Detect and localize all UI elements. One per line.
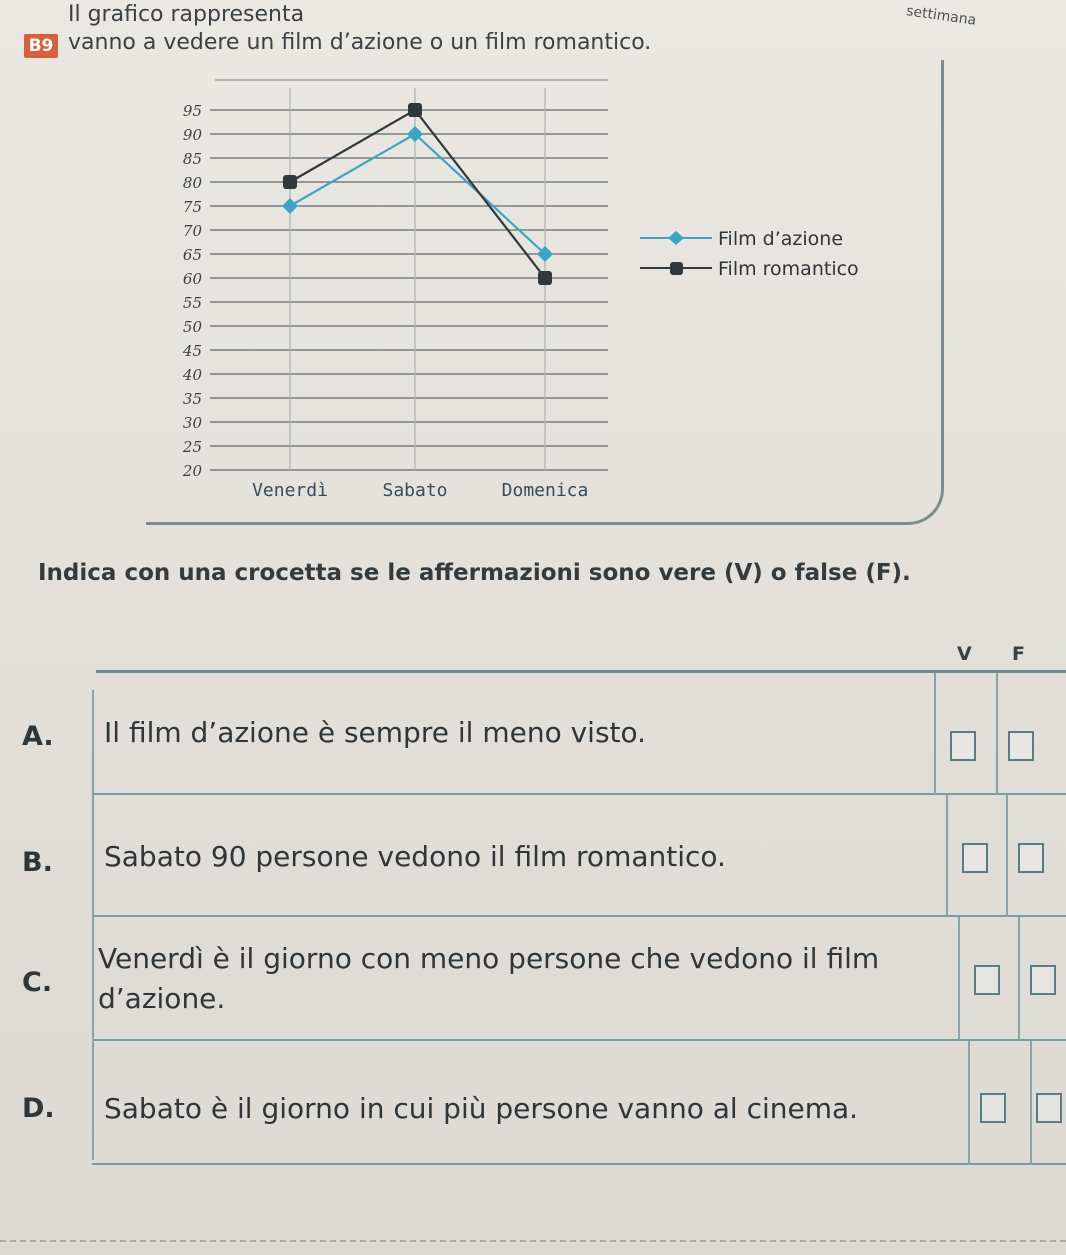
checkbox-false-a[interactable]	[1008, 731, 1034, 761]
y-tick-label: 25	[182, 438, 202, 456]
column-separator	[1030, 1041, 1032, 1165]
column-separator	[92, 690, 94, 1160]
column-header-v: V	[957, 643, 972, 665]
row-divider	[92, 1163, 1066, 1165]
page-dashed-edge	[0, 1240, 1066, 1242]
y-tick-label: 20	[182, 462, 202, 480]
column-separator	[934, 673, 936, 795]
column-separator	[1018, 917, 1020, 1041]
checkbox-false-d[interactable]	[1036, 1093, 1062, 1123]
column-separator	[996, 673, 998, 795]
legend-label: Film romantico	[718, 258, 859, 280]
y-tick-label: 60	[182, 270, 202, 288]
checkbox-false-b[interactable]	[1018, 843, 1044, 873]
intro-line-1: Il grafico rappresenta	[68, 2, 305, 27]
intro-line-2: vanno a vedere un film d’azione o un film romantico.	[68, 30, 652, 55]
y-tick-label: 50	[182, 318, 202, 336]
y-tick-label: 45	[182, 342, 202, 360]
statement-row-a	[0, 673, 1066, 795]
instruction-text: Indica con una crocetta se le affermazioni sono vere (V) o false (F).	[38, 560, 911, 586]
data-point-romantico	[283, 175, 297, 189]
column-separator	[968, 1041, 970, 1165]
data-point-azione	[282, 198, 298, 214]
legend-marker	[670, 262, 683, 275]
exercise-number-badge: B9	[24, 34, 58, 58]
corner-text: settimana	[904, 3, 977, 29]
y-tick-label: 70	[182, 222, 202, 240]
x-tick-label: Sabato	[382, 480, 448, 501]
y-tick-label: 80	[182, 174, 202, 192]
line-chart	[0, 0, 1066, 540]
y-tick-label: 65	[182, 246, 202, 264]
legend-marker	[668, 231, 684, 245]
statement-letter: D.	[22, 1093, 55, 1124]
legend-label: Film d’azione	[718, 228, 844, 250]
checkbox-true-b[interactable]	[962, 843, 988, 873]
y-tick-label: 75	[182, 198, 202, 216]
column-separator	[946, 795, 948, 917]
statement-text: Sabato 90 persone vedono il film romantico.	[104, 840, 726, 873]
column-header-f: F	[1012, 643, 1025, 665]
checkbox-false-c[interactable]	[1030, 965, 1056, 995]
statement-letter: B.	[22, 847, 53, 878]
statement-row-b	[0, 795, 1066, 917]
data-point-romantico	[408, 103, 422, 117]
statement-text: Venerdì è il giorno con meno persone che vedono il film d’azione.	[98, 942, 880, 1015]
statement-row-d	[0, 1041, 1066, 1165]
data-point-romantico	[538, 271, 552, 285]
statement-row-c	[0, 917, 1066, 1041]
column-separator	[1006, 795, 1008, 917]
checkbox-true-a[interactable]	[950, 731, 976, 761]
x-tick-label: Venerdì	[252, 480, 328, 501]
y-tick-label: 40	[182, 366, 202, 384]
series-line-azione	[290, 134, 545, 254]
y-tick-label: 90	[182, 126, 202, 144]
statement-text: Il film d’azione è sempre il meno visto.	[104, 716, 647, 749]
statement-letter: C.	[22, 967, 53, 998]
statement-letter: A.	[22, 721, 54, 752]
x-tick-label: Domenica	[501, 480, 589, 501]
y-tick-label: 85	[182, 150, 202, 168]
y-tick-label: 55	[182, 294, 202, 312]
column-separator	[958, 917, 960, 1041]
statement-text: Sabato è il giorno in cui più persone vanno al cinema.	[104, 1092, 859, 1125]
checkbox-true-c[interactable]	[974, 965, 1000, 995]
y-tick-label: 35	[182, 390, 202, 408]
checkbox-true-d[interactable]	[980, 1093, 1006, 1123]
y-tick-label: 30	[182, 414, 202, 432]
y-tick-label: 95	[182, 102, 202, 120]
